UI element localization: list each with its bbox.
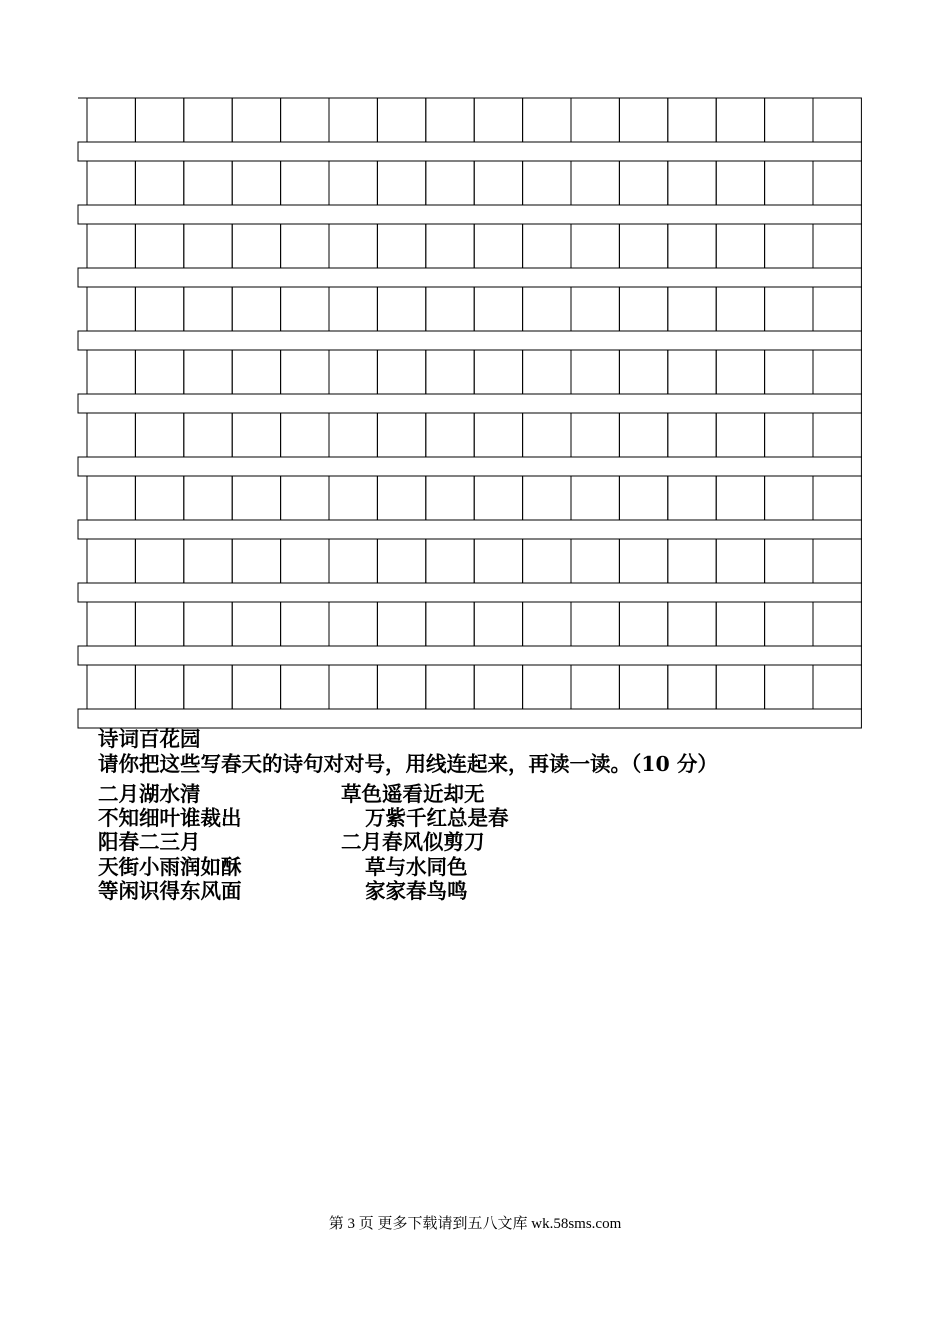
- grid-cell: [184, 476, 232, 520]
- grid-cell: [135, 287, 183, 331]
- grid-cell: [716, 665, 764, 709]
- grid-cell: [765, 665, 813, 709]
- poem-line-right: 家家春鸟鸣: [365, 879, 468, 903]
- grid-cell: [716, 413, 764, 457]
- instruction-text: 请你把这些写春天的诗句对对号，用线连起来，再读一读。（10 分）: [98, 752, 718, 776]
- grid-row-spacer: [78, 457, 861, 476]
- grid-cell: [619, 161, 667, 205]
- grid-cell: [329, 224, 377, 268]
- grid-cell: [523, 413, 571, 457]
- grid-cell: [426, 476, 474, 520]
- grid-cell: [426, 161, 474, 205]
- grid-cell: [813, 350, 861, 394]
- grid-cell: [813, 476, 861, 520]
- grid-cell: [716, 350, 764, 394]
- grid-cell: [184, 665, 232, 709]
- grid-cell: [87, 476, 135, 520]
- grid-cell: [184, 350, 232, 394]
- grid-cell: [813, 602, 861, 646]
- grid-cell: [765, 287, 813, 331]
- grid-cell: [281, 350, 329, 394]
- grid-cell: [619, 287, 667, 331]
- grid-cell: [571, 539, 619, 583]
- grid-cell: [716, 539, 764, 583]
- grid-cell: [232, 350, 280, 394]
- grid-row-spacer: [78, 520, 861, 539]
- grid-cell: [232, 539, 280, 583]
- grid-cell: [619, 539, 667, 583]
- grid-cell: [765, 224, 813, 268]
- grid-cell: [765, 161, 813, 205]
- grid-cell: [571, 224, 619, 268]
- grid-cell: [523, 98, 571, 142]
- grid-cell: [474, 476, 522, 520]
- grid-cell: [281, 539, 329, 583]
- grid-cell: [716, 224, 764, 268]
- grid-cell: [523, 350, 571, 394]
- grid-cell: [474, 98, 522, 142]
- grid-cell: [329, 161, 377, 205]
- grid-cell: [716, 161, 764, 205]
- grid-cell: [232, 476, 280, 520]
- grid-cell: [523, 287, 571, 331]
- grid-cell: [135, 602, 183, 646]
- grid-cell: [135, 224, 183, 268]
- grid-cell: [619, 476, 667, 520]
- grid-cell: [765, 602, 813, 646]
- grid-cell: [426, 665, 474, 709]
- grid-cell: [668, 350, 716, 394]
- grid-cell: [571, 413, 619, 457]
- grid-cell: [716, 98, 764, 142]
- poem-line-right: 草与水同色: [365, 855, 468, 879]
- grid-cell: [426, 602, 474, 646]
- grid-cell: [232, 161, 280, 205]
- grid-cell: [668, 224, 716, 268]
- grid-cell: [426, 350, 474, 394]
- grid-cell: [87, 602, 135, 646]
- grid-cell: [813, 224, 861, 268]
- grid-cell: [571, 476, 619, 520]
- grid-cell: [135, 350, 183, 394]
- grid-cell: [426, 224, 474, 268]
- grid-cell: [377, 161, 425, 205]
- grid-cell: [813, 413, 861, 457]
- grid-cell: [668, 602, 716, 646]
- grid-cell: [619, 602, 667, 646]
- grid-cell: [523, 665, 571, 709]
- poem-line-right: 万紫千红总是春: [365, 806, 509, 830]
- grid-cell: [377, 602, 425, 646]
- grid-cell: [716, 476, 764, 520]
- grid-cell: [668, 476, 716, 520]
- grid-cell: [619, 224, 667, 268]
- grid-row-spacer: [78, 205, 861, 224]
- grid-cell: [87, 98, 135, 142]
- grid-cell: [523, 224, 571, 268]
- grid-cell: [619, 413, 667, 457]
- grid-cell: [571, 350, 619, 394]
- grid-cell: [87, 224, 135, 268]
- grid-cell: [281, 98, 329, 142]
- grid-row-spacer: [78, 331, 861, 350]
- grid-cell: [474, 539, 522, 583]
- poem-line-left: 天街小雨润如酥: [98, 855, 242, 879]
- grid-cell: [329, 476, 377, 520]
- grid-cell: [523, 539, 571, 583]
- grid-cell: [281, 476, 329, 520]
- grid-cell: [716, 287, 764, 331]
- grid-cell: [329, 350, 377, 394]
- grid-cell: [813, 287, 861, 331]
- grid-cell: [184, 287, 232, 331]
- grid-cell: [813, 539, 861, 583]
- grid-cell: [135, 98, 183, 142]
- grid-row-spacer: [78, 646, 861, 665]
- grid-cell: [184, 98, 232, 142]
- grid-cell: [571, 287, 619, 331]
- grid-cell: [377, 350, 425, 394]
- grid-cell: [329, 413, 377, 457]
- grid-cell: [232, 665, 280, 709]
- grid-cell: [329, 98, 377, 142]
- grid-cell: [281, 665, 329, 709]
- grid-cell: [426, 413, 474, 457]
- grid-row-spacer: [78, 394, 861, 413]
- grid-cell: [377, 287, 425, 331]
- grid-cell: [135, 539, 183, 583]
- grid-cell: [281, 224, 329, 268]
- grid-cell: [474, 602, 522, 646]
- grid-cell: [184, 413, 232, 457]
- grid-cell: [87, 350, 135, 394]
- poem-line-right: 二月春风似剪刀: [341, 830, 485, 854]
- poem-line-left: 阳春二三月: [98, 830, 201, 854]
- grid-cell: [668, 413, 716, 457]
- section-title: 诗词百花园: [98, 727, 201, 751]
- grid-cell: [281, 413, 329, 457]
- grid-cell: [377, 98, 425, 142]
- grid-cell: [571, 98, 619, 142]
- page-footer: 第 3 页 更多下载请到五八文库 wk.58sms.com: [328, 1216, 622, 1232]
- grid-cell: [571, 602, 619, 646]
- grid-cell: [184, 224, 232, 268]
- grid-cell: [87, 413, 135, 457]
- grid-cell: [329, 287, 377, 331]
- grid-cell: [426, 287, 474, 331]
- grid-cell: [765, 539, 813, 583]
- grid-cell: [474, 287, 522, 331]
- grid-cell: [668, 665, 716, 709]
- grid-cell: [232, 413, 280, 457]
- grid-cell: [765, 98, 813, 142]
- grid-cell: [329, 602, 377, 646]
- grid-cell: [668, 98, 716, 142]
- grid-cell: [232, 287, 280, 331]
- grid-cell: [329, 539, 377, 583]
- grid-cell: [813, 98, 861, 142]
- grid-cell: [232, 224, 280, 268]
- grid-cell: [523, 602, 571, 646]
- grid-cell: [135, 665, 183, 709]
- grid-cell: [87, 287, 135, 331]
- grid-cell: [765, 350, 813, 394]
- grid-cell: [765, 476, 813, 520]
- grid-cell: [281, 602, 329, 646]
- grid-cell: [184, 539, 232, 583]
- grid-cell: [474, 665, 522, 709]
- grid-cell: [87, 539, 135, 583]
- grid-row-spacer: [78, 709, 861, 728]
- grid-cell: [426, 539, 474, 583]
- grid-cell: [523, 161, 571, 205]
- grid-cell: [426, 98, 474, 142]
- poem-line-left: 二月湖水清: [98, 782, 201, 806]
- grid-cell: [377, 539, 425, 583]
- grid-cell: [619, 350, 667, 394]
- grid-cell: [135, 413, 183, 457]
- grid-cell: [813, 161, 861, 205]
- grid-cell: [87, 161, 135, 205]
- grid-cell: [184, 161, 232, 205]
- grid-row-spacer: [78, 268, 861, 287]
- grid-cell: [765, 413, 813, 457]
- grid-cell: [377, 665, 425, 709]
- grid-row-spacer: [78, 142, 861, 161]
- grid-cell: [232, 602, 280, 646]
- grid-cell: [523, 476, 571, 520]
- grid-row-spacer: [78, 583, 861, 602]
- poem-line-right: 草色遥看近却无: [341, 782, 485, 806]
- grid-cell: [87, 665, 135, 709]
- grid-cell: [619, 665, 667, 709]
- grid-cell: [571, 161, 619, 205]
- grid-cell: [329, 665, 377, 709]
- poem-line-left: 不知细叶谁裁出: [98, 806, 242, 830]
- grid-cell: [668, 539, 716, 583]
- grid-cell: [474, 350, 522, 394]
- grid-cell: [135, 476, 183, 520]
- grid-cell: [135, 161, 183, 205]
- grid-cell: [377, 413, 425, 457]
- grid-cell: [716, 602, 764, 646]
- grid-cell: [184, 602, 232, 646]
- grid-cell: [668, 287, 716, 331]
- grid-cell: [281, 287, 329, 331]
- grid-cell: [377, 224, 425, 268]
- grid-cell: [619, 98, 667, 142]
- grid-cell: [377, 476, 425, 520]
- grid-cell: [813, 665, 861, 709]
- grid-cell: [281, 161, 329, 205]
- grid-cell: [474, 224, 522, 268]
- grid-cell: [232, 98, 280, 142]
- grid-cell: [668, 161, 716, 205]
- grid-cell: [474, 161, 522, 205]
- poem-line-left: 等闲识得东风面: [98, 879, 242, 903]
- grid-cell: [474, 413, 522, 457]
- grid-cell: [571, 665, 619, 709]
